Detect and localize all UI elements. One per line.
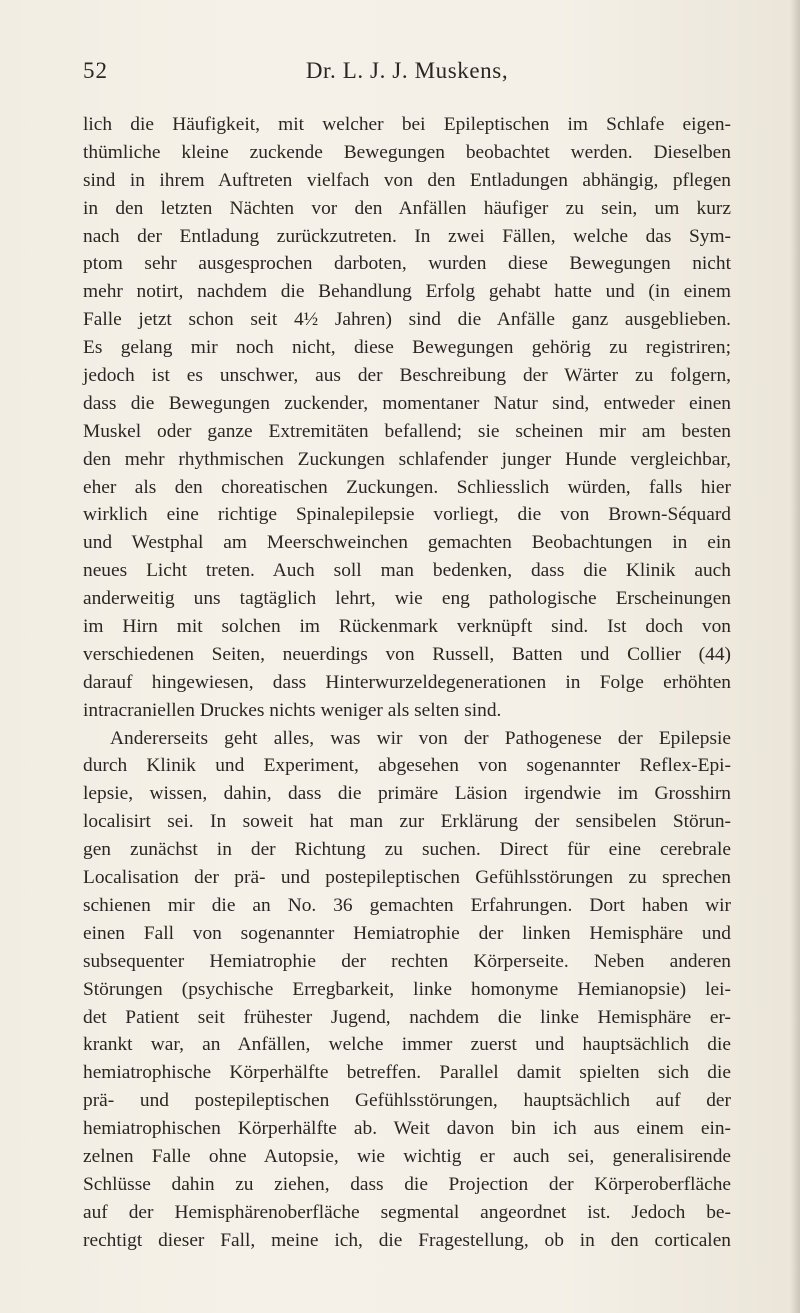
text-line: in den letzten Nächten vor den Anfällen häufiger zu sein, um kurz [83,197,731,219]
text-line: Muskel oder ganze Extremitäten befallend; sie scheinen mir am besten [83,420,731,442]
text-line: Es gelang mir noch nicht, diese Bewegungen gehörig zu registriren; [83,337,731,359]
text-line: anderweitig uns tagtäglich lehrt, wie eng pathologische Erscheinungen [83,588,731,610]
page-header [83,58,731,94]
text-line: krankt war, an Anfällen, welche immer zuerst und hauptsächlich die [83,1034,731,1056]
text-line: sind in ihrem Auftreten vielfach von den Entladungen abhängig, pflegen [83,169,731,191]
text-line: einen Fall von sogenannter Hemiatrophie der linken Hemisphäre und [83,922,731,944]
text-line: schienen mir die an No. 36 gemachten Erfahrungen. Dort haben wir [83,894,731,916]
text-line: ptom sehr ausgesprochen darboten, wurden diese Bewegungen nicht [83,253,731,275]
text-line: hemiatrophische Körperhälfte betreffen. Parallel damit spielten sich die [83,1062,731,1084]
text-line: Schlüsse dahin zu ziehen, dass die Projection der Körperoberfläche [83,1173,731,1195]
text-line: zelnen Falle ohne Autopsie, wie wichtig er auch sei, generalisirende [83,1145,731,1167]
text-line: subsequenter Hemiatrophie der rechten Körperseite. Neben anderen [83,950,731,972]
text-line: neues Licht treten. Auch soll man bedenken, dass die Klinik auch [83,560,731,582]
text-line: wirklich eine richtige Spinalepilepsie vorliegt, die von Brown-Séquard [83,504,731,526]
text-line: Störungen (psychische Erregbarkeit, linke homonyme Hemianopsie) lei- [83,978,731,1000]
text-line: thümliche kleine zuckende Bewegungen beobachtet werden. Dieselben [83,141,731,163]
body-text [83,111,731,1255]
text-line: Localisation der prä- und postepileptischen Gefühlsstörungen zu sprechen [83,867,731,889]
text-line: im Hirn mit solchen im Rückenmark verknüpft sind. Ist doch von [83,616,731,638]
text-line: prä- und postepileptischen Gefühlsstörungen, hauptsächlich auf der [83,1090,731,1112]
text-line: Falle jetzt schon seit 4½ Jahren) sind die Anfälle ganz ausgeblieben. [83,309,731,331]
text-line: nach der Entladung zurückzutreten. In zwei Fällen, welche das Sym- [83,225,731,247]
text-line: dass die Bewegungen zuckender, momentaner Natur sind, entweder einen [83,392,731,414]
text-line: verschiedenen Seiten, neuerdings von Russell, Batten und Collier (44) [83,643,731,665]
text-line: rechtigt dieser Fall, meine ich, die Fragestellung, ob in den corticalen [83,1229,731,1251]
text-line: lich die Häufigkeit, mit welcher bei Epileptischen im Schlafe eigen- [83,114,731,135]
page-edge-shadow [790,0,800,1313]
text-line: durch Klinik und Experiment, abgesehen von sogenannter Reflex-Epi- [83,755,731,777]
text-line: darauf hingewiesen, dass Hinterwurzeldegenerationen in Folge erhöhten [83,671,731,693]
text-line: mehr notirt, nachdem die Behandlung Erfolg gehabt hatte und (in einem [83,281,731,303]
text-line: det Patient seit frühester Jugend, nachdem die linke Hemisphäre er- [83,1006,731,1028]
paragraph-end-line: intracraniellen Druckes nichts weniger als selten sind. [83,699,502,721]
paragraph-start-line: Andererseits geht alles, was wir von der Pathogenese der Epilepsie [110,727,731,749]
running-head: Dr. L. J. J. Muskens, [305,58,509,83]
text-line: hemiatrophischen Körperhälfte ab. Weit davon bin ich aus einem ein- [83,1118,731,1140]
page-number: 52 [83,58,108,83]
text-line: und Westphal am Meerschweinchen gemachten Beobachtungen in ein [83,532,731,554]
text-line: lepsie, wissen, dahin, dass die primäre Läsion irgendwie im Grosshirn [83,783,731,805]
text-line: gen zunächst in der Richtung zu suchen. Direct für eine cerebrale [83,839,731,861]
text-line: eher als den choreatischen Zuckungen. Schliesslich würden, falls hier [83,476,731,498]
text-line: localisirt sei. In soweit hat man zur Erklärung der sensibelen Störun- [83,811,731,833]
text-line: jedoch ist es unschwer, aus der Beschreibung der Wärter zu folgern, [83,365,731,387]
text-line: den mehr rhythmischen Zuckungen schlafender junger Hunde vergleichbar, [83,448,731,470]
text-line: auf der Hemisphärenoberfläche segmental angeordnet ist. Jedoch be- [83,1201,731,1223]
